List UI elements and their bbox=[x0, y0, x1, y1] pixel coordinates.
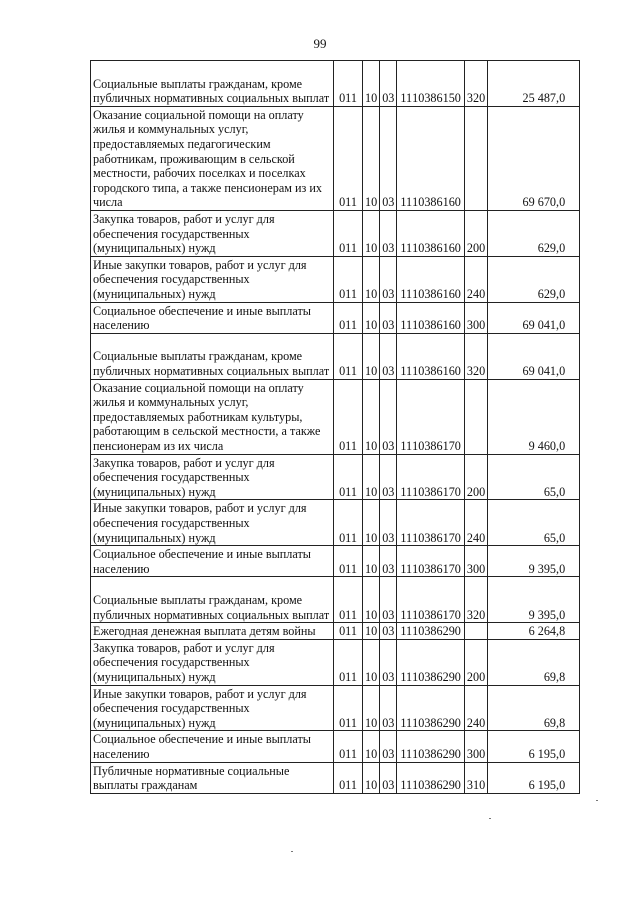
row-razdel: 10 bbox=[363, 379, 380, 454]
row-podrazdel: 03 bbox=[380, 454, 397, 500]
row-podrazdel: 03 bbox=[380, 379, 397, 454]
target-article-part: 03 bbox=[418, 624, 431, 639]
row-expense-type bbox=[464, 623, 487, 640]
target-article-part: 11 bbox=[400, 607, 413, 622]
budget-table bbox=[90, 60, 580, 794]
target-article-part: 1 bbox=[412, 195, 419, 210]
target-article-part: 86160 bbox=[430, 286, 461, 301]
target-article-part: 86170 bbox=[430, 607, 461, 622]
row-name: Оказание социальной помощи на оплату жилья и коммунальных услуг, предоставляемых работникам культуры, работающим в сельской местности, а также пенсионерам из их числа bbox=[91, 379, 334, 454]
row-ministry-code: 011 bbox=[334, 333, 363, 379]
target-article-part: 1 bbox=[412, 363, 419, 378]
target-article-part: 03 bbox=[418, 363, 431, 378]
row-target-article bbox=[397, 302, 465, 333]
row-expense-type: 200 bbox=[464, 210, 487, 256]
row-expense-type: 300 bbox=[464, 546, 487, 577]
target-article-part: 1 bbox=[412, 561, 419, 576]
row-name: Закупка товаров, работ и услуг для обеспечения государственных (муниципальных) нужд bbox=[91, 454, 334, 500]
row-name: Закупка товаров, работ и услуг для обеспечения государственных (муниципальных) нужд bbox=[91, 639, 334, 685]
row-name: Иные закупки товаров, работ и услуг для обеспечения государственных (муниципальных) нужд bbox=[91, 256, 334, 302]
row-ministry-code: 011 bbox=[334, 500, 363, 546]
row-amount: 629,0 bbox=[488, 210, 580, 256]
target-article-part: 1 bbox=[412, 91, 419, 106]
row-target-article bbox=[397, 762, 465, 793]
target-article-part: 1 bbox=[412, 438, 419, 453]
row-expense-type: 320 bbox=[464, 61, 487, 107]
target-article-part: 1 bbox=[412, 607, 419, 622]
row-target-article bbox=[397, 731, 465, 762]
row-name: Социальное обеспечение и иные выплаты населению bbox=[91, 546, 334, 577]
row-target-article bbox=[397, 639, 465, 685]
row-amount: 6 195,0 bbox=[488, 762, 580, 793]
table-row bbox=[91, 256, 580, 302]
row-razdel: 10 bbox=[363, 546, 380, 577]
row-amount: 69,8 bbox=[488, 685, 580, 731]
row-name: Закупка товаров, работ и услуг для обеспечения государственных (муниципальных) нужд bbox=[91, 210, 334, 256]
row-razdel: 10 bbox=[363, 731, 380, 762]
row-target-article bbox=[397, 546, 465, 577]
target-article-part: 1 bbox=[412, 484, 419, 499]
target-article-part: 03 bbox=[418, 669, 431, 684]
table-row bbox=[91, 210, 580, 256]
row-razdel: 10 bbox=[363, 333, 380, 379]
row-razdel: 10 bbox=[363, 639, 380, 685]
row-amount: 9 460,0 bbox=[488, 379, 580, 454]
table-row bbox=[91, 379, 580, 454]
row-target-article bbox=[397, 685, 465, 731]
row-razdel: 10 bbox=[363, 61, 380, 107]
row-ministry-code: 011 bbox=[334, 61, 363, 107]
row-ministry-code: 011 bbox=[334, 577, 363, 623]
target-article-part: 03 bbox=[418, 746, 431, 761]
row-podrazdel: 03 bbox=[380, 623, 397, 640]
target-article-part: 03 bbox=[418, 715, 431, 730]
row-ministry-code: 011 bbox=[334, 106, 363, 210]
row-podrazdel: 03 bbox=[380, 61, 397, 107]
target-article-part: 03 bbox=[418, 778, 431, 793]
table-row bbox=[91, 333, 580, 379]
row-target-article bbox=[397, 256, 465, 302]
target-article-part: 11 bbox=[400, 318, 413, 333]
target-article-part: 86290 bbox=[430, 746, 461, 761]
row-amount: 6 264,8 bbox=[488, 623, 580, 640]
row-amount: 25 487,0 bbox=[488, 61, 580, 107]
row-podrazdel: 03 bbox=[380, 302, 397, 333]
table-row bbox=[91, 546, 580, 577]
row-podrazdel: 03 bbox=[380, 546, 397, 577]
table-row bbox=[91, 454, 580, 500]
target-article-part: 03 bbox=[418, 318, 431, 333]
row-razdel: 10 bbox=[363, 623, 380, 640]
target-article-part: 1 bbox=[412, 530, 419, 545]
target-article-part: 1 bbox=[412, 669, 419, 684]
row-podrazdel: 03 bbox=[380, 685, 397, 731]
target-article-part: 11 bbox=[400, 746, 413, 761]
target-article-part: 03 bbox=[418, 91, 431, 106]
row-razdel: 10 bbox=[363, 762, 380, 793]
row-expense-type: 240 bbox=[464, 685, 487, 731]
target-article-part: 1 bbox=[412, 746, 419, 761]
row-name: Ежегодная денежная выплата детям войны bbox=[91, 623, 334, 640]
target-article-part: 86160 bbox=[430, 318, 461, 333]
target-article-part: 11 bbox=[400, 561, 413, 576]
target-article-part: 86290 bbox=[430, 715, 461, 730]
row-ministry-code: 011 bbox=[334, 302, 363, 333]
target-article-part: 11 bbox=[400, 195, 413, 210]
row-name: Публичные нормативные социальные выплаты гражданам bbox=[91, 762, 334, 793]
target-article-part: 11 bbox=[400, 91, 413, 106]
row-amount: 69 041,0 bbox=[488, 333, 580, 379]
row-razdel: 10 bbox=[363, 302, 380, 333]
row-expense-type: 310 bbox=[464, 762, 487, 793]
target-article-part: 11 bbox=[400, 438, 413, 453]
row-name: Социальные выплаты гражданам, кроме публичных нормативных социальных выплат bbox=[91, 61, 334, 107]
budget-table-body bbox=[91, 61, 580, 794]
row-podrazdel: 03 bbox=[380, 333, 397, 379]
table-row bbox=[91, 623, 580, 640]
row-target-article bbox=[397, 210, 465, 256]
table-row bbox=[91, 577, 580, 623]
row-expense-type: 300 bbox=[464, 302, 487, 333]
row-target-article bbox=[397, 61, 465, 107]
row-amount: 9 395,0 bbox=[488, 546, 580, 577]
row-podrazdel: 03 bbox=[380, 106, 397, 210]
target-article-part: 03 bbox=[418, 561, 431, 576]
row-target-article bbox=[397, 106, 465, 210]
row-razdel: 10 bbox=[363, 685, 380, 731]
row-razdel: 10 bbox=[363, 454, 380, 500]
target-article-part: 11 bbox=[400, 715, 413, 730]
row-razdel: 10 bbox=[363, 256, 380, 302]
target-article-part: 1 bbox=[412, 318, 419, 333]
target-article-part: 86170 bbox=[430, 484, 461, 499]
target-article-part: 86170 bbox=[430, 561, 461, 576]
target-article-part: 11 bbox=[400, 669, 413, 684]
row-amount: 69 041,0 bbox=[488, 302, 580, 333]
target-article-part: 86290 bbox=[430, 778, 461, 793]
row-name: Социальное обеспечение и иные выплаты населению bbox=[91, 302, 334, 333]
row-razdel: 10 bbox=[363, 500, 380, 546]
row-amount: 629,0 bbox=[488, 256, 580, 302]
table-row bbox=[91, 61, 580, 107]
row-name: Социальные выплаты гражданам, кроме публичных нормативных социальных выплат bbox=[91, 577, 334, 623]
row-name: Социальные выплаты гражданам, кроме публичных нормативных социальных выплат bbox=[91, 333, 334, 379]
row-razdel: 10 bbox=[363, 106, 380, 210]
row-expense-type bbox=[464, 379, 487, 454]
target-article-part: 86170 bbox=[430, 530, 461, 545]
row-podrazdel: 03 bbox=[380, 577, 397, 623]
row-expense-type: 200 bbox=[464, 454, 487, 500]
target-article-part: 86150 bbox=[430, 91, 461, 106]
row-podrazdel: 03 bbox=[380, 256, 397, 302]
row-name: Оказание социальной помощи на оплату жилья и коммунальных услуг, предоставляемых педагогическим работникам, проживающим в сельской местности, рабочих поселках и поселках городского типа, а также пенсионерам из их числа bbox=[91, 106, 334, 210]
row-ministry-code: 011 bbox=[334, 685, 363, 731]
table-row bbox=[91, 106, 580, 210]
target-article-part: 1 bbox=[412, 778, 419, 793]
row-target-article bbox=[397, 500, 465, 546]
target-article-part: 1 bbox=[412, 624, 419, 639]
row-podrazdel: 03 bbox=[380, 639, 397, 685]
target-article-part: 11 bbox=[400, 530, 413, 545]
row-ministry-code: 011 bbox=[334, 639, 363, 685]
target-article-part: 11 bbox=[400, 286, 413, 301]
row-amount: 65,0 bbox=[488, 500, 580, 546]
row-expense-type: 240 bbox=[464, 256, 487, 302]
row-podrazdel: 03 bbox=[380, 210, 397, 256]
row-name: Иные закупки товаров, работ и услуг для обеспечения государственных (муниципальных) нужд bbox=[91, 500, 334, 546]
scan-speck bbox=[291, 851, 293, 852]
target-article-part: 86290 bbox=[430, 669, 461, 684]
target-article-part: 03 bbox=[418, 286, 431, 301]
target-article-part: 11 bbox=[400, 778, 413, 793]
scan-speck bbox=[489, 818, 491, 819]
target-article-part: 03 bbox=[418, 195, 431, 210]
target-article-part: 86170 bbox=[430, 438, 461, 453]
target-article-part: 86160 bbox=[430, 195, 461, 210]
table-row bbox=[91, 685, 580, 731]
row-ministry-code: 011 bbox=[334, 546, 363, 577]
page-number: 99 bbox=[313, 36, 327, 51]
row-razdel: 10 bbox=[363, 210, 380, 256]
target-article-part: 03 bbox=[418, 607, 431, 622]
row-ministry-code: 011 bbox=[334, 210, 363, 256]
target-article-part: 11 bbox=[400, 241, 413, 256]
row-expense-type bbox=[464, 106, 487, 210]
row-name: Социальное обеспечение и иные выплаты населению bbox=[91, 731, 334, 762]
target-article-part: 11 bbox=[400, 363, 413, 378]
table-row bbox=[91, 500, 580, 546]
row-ministry-code: 011 bbox=[334, 762, 363, 793]
row-name: Иные закупки товаров, работ и услуг для обеспечения государственных (муниципальных) нужд bbox=[91, 685, 334, 731]
target-article-part: 1 bbox=[412, 241, 419, 256]
row-podrazdel: 03 bbox=[380, 762, 397, 793]
row-expense-type: 320 bbox=[464, 333, 487, 379]
target-article-part: 03 bbox=[418, 530, 431, 545]
row-target-article bbox=[397, 333, 465, 379]
target-article-part: 1 bbox=[412, 715, 419, 730]
target-article-part: 1 bbox=[412, 286, 419, 301]
row-target-article bbox=[397, 623, 465, 640]
row-target-article bbox=[397, 379, 465, 454]
row-target-article bbox=[397, 454, 465, 500]
row-expense-type: 240 bbox=[464, 500, 487, 546]
row-expense-type: 300 bbox=[464, 731, 487, 762]
target-article-part: 86160 bbox=[430, 363, 461, 378]
row-amount: 69 670,0 bbox=[488, 106, 580, 210]
target-article-part: 11 bbox=[400, 484, 413, 499]
target-article-part: 03 bbox=[418, 241, 431, 256]
row-amount: 69,8 bbox=[488, 639, 580, 685]
row-razdel: 10 bbox=[363, 577, 380, 623]
target-article-part: 86290 bbox=[430, 624, 461, 639]
row-ministry-code: 011 bbox=[334, 256, 363, 302]
row-ministry-code: 011 bbox=[334, 379, 363, 454]
row-ministry-code: 011 bbox=[334, 731, 363, 762]
target-article-part: 11 bbox=[400, 624, 413, 639]
row-amount: 6 195,0 bbox=[488, 731, 580, 762]
row-podrazdel: 03 bbox=[380, 731, 397, 762]
target-article-part: 03 bbox=[418, 438, 431, 453]
row-podrazdel: 03 bbox=[380, 500, 397, 546]
row-amount: 9 395,0 bbox=[488, 577, 580, 623]
row-amount: 65,0 bbox=[488, 454, 580, 500]
row-ministry-code: 011 bbox=[334, 454, 363, 500]
scan-speck bbox=[596, 800, 598, 801]
table-row bbox=[91, 639, 580, 685]
row-expense-type: 320 bbox=[464, 577, 487, 623]
table-row bbox=[91, 731, 580, 762]
row-ministry-code: 011 bbox=[334, 623, 363, 640]
row-expense-type: 200 bbox=[464, 639, 487, 685]
table-row bbox=[91, 762, 580, 793]
target-article-part: 03 bbox=[418, 484, 431, 499]
row-target-article bbox=[397, 577, 465, 623]
target-article-part: 86160 bbox=[430, 241, 461, 256]
table-row bbox=[91, 302, 580, 333]
